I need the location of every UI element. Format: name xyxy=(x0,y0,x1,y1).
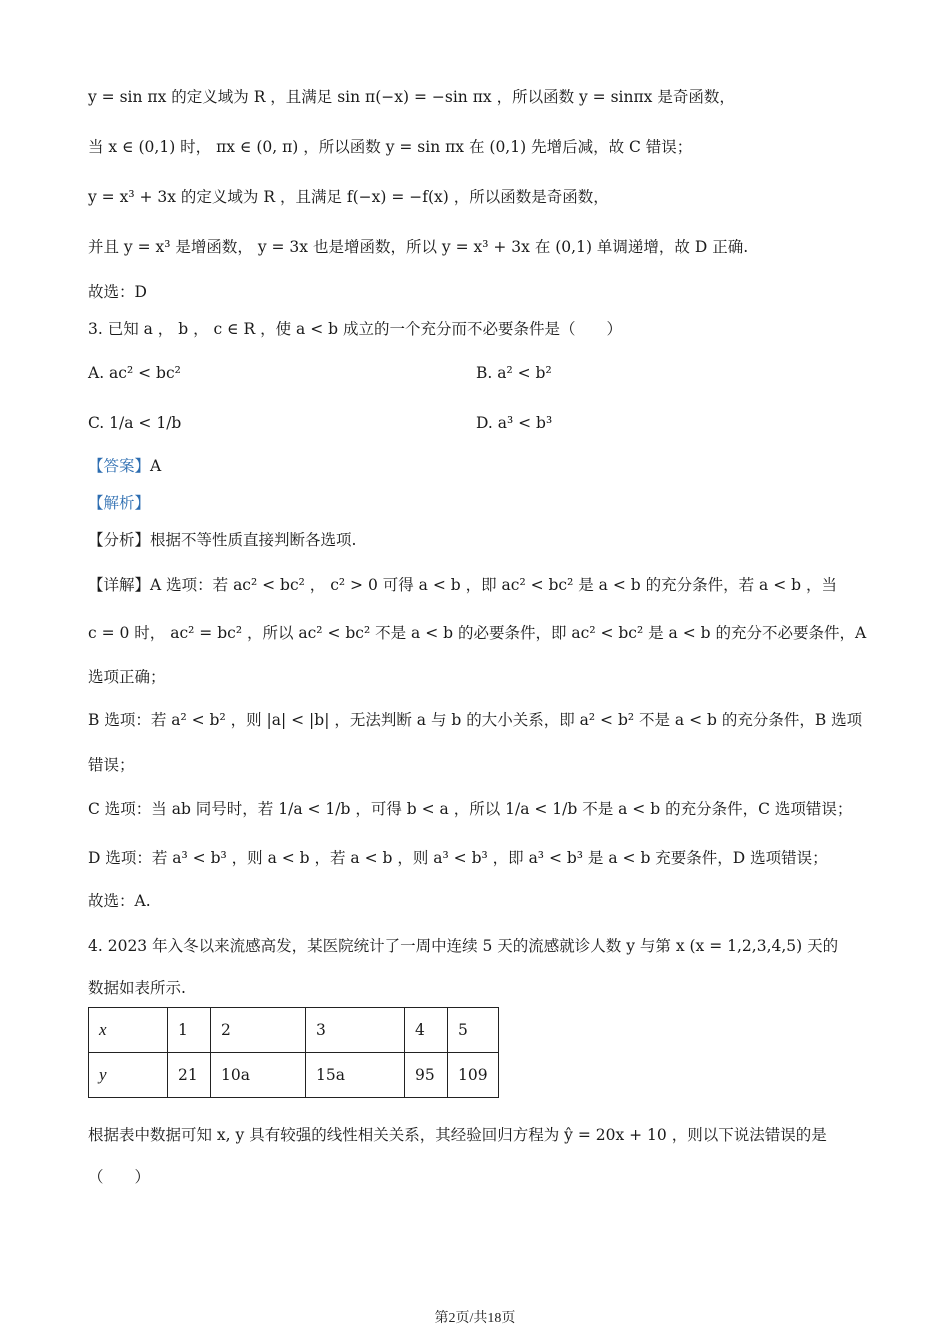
table-cell: 95 xyxy=(405,1053,448,1098)
question-4-stem-2: 数据如表所示. xyxy=(88,979,186,997)
table-cell: 2 xyxy=(211,1008,306,1053)
option-c: C. 1/a < 1/b xyxy=(88,414,182,432)
table-cell: 10a xyxy=(211,1053,306,1098)
detail-line-8: 故选：A. xyxy=(88,892,151,910)
table-cell: y xyxy=(89,1053,168,1098)
table-cell: 109 xyxy=(448,1053,499,1098)
detail-line-6: C 选项：当 ab 同号时，若 1/a < 1/b ，可得 b < a ，所以 1/a < 1/b 不是 a < b 的充分条件，C 选项错误； xyxy=(88,800,853,818)
fenxi-tag: 【分析】 xyxy=(88,531,151,549)
table-cell: x xyxy=(89,1008,168,1053)
table-row xyxy=(89,1053,499,1098)
page-footer: 第2页/共18页 xyxy=(434,1311,516,1326)
answer-tag: 【答案】 xyxy=(88,457,151,475)
data-table xyxy=(88,1007,499,1098)
detail-text-1: A 选项：若 ac² < bc² ， c² > 0 可得 a < b ，即 ac² < bc² 是 a < b 的充分条件，若 a < b ，当 xyxy=(150,576,837,594)
table-cell: 1 xyxy=(168,1008,211,1053)
text-line-5: 故选：D xyxy=(88,283,147,301)
text-line-2: 当 x ∈ (0,1) 时， πx ∈ (0, π) ，所以函数 y = sin πx 在 (0,1) 先增后减，故 C 错误； xyxy=(88,138,693,156)
detail-tag: 【详解】 xyxy=(88,576,151,594)
table-cell: 5 xyxy=(448,1008,499,1053)
question-4-stem-3: 根据表中数据可知 x, y 具有较强的线性相关关系，其经验回归方程为 ŷ = 20x + 10 ，则以下说法错误的是 xyxy=(88,1126,827,1144)
analysis-tag: 【解析】 xyxy=(88,494,151,512)
table-cell: 3 xyxy=(306,1008,405,1053)
option-a: A. ac² < bc² xyxy=(88,364,181,382)
text-line-3: y = x³ + 3x 的定义域为 R ，且满足 f(−x) = −f(x) ，所以函数是奇函数， xyxy=(88,188,609,206)
table-row xyxy=(89,1008,499,1053)
question-3-stem: 3. 已知 a ， b ， c ∈ R ，使 a < b 成立的一个充分而不必要条件是（ ） xyxy=(88,320,622,338)
detail-line-2: c = 0 时， ac² = bc² ，所以 ac² < bc² 不是 a < b 的必要条件，即 ac² < bc² 是 a < b 的充分不必要条件，A xyxy=(88,624,867,642)
analysis-heading xyxy=(88,492,890,514)
question-4-stem-4: （ ） xyxy=(88,1168,151,1186)
detail-line-1 xyxy=(88,574,890,596)
detail-line-7: D 选项：若 a³ < b³ ，则 a < b ，若 a < b ，则 a³ < b³ ，即 a³ < b³ 是 a < b 充要条件，D 选项错误； xyxy=(88,849,828,867)
answer-line xyxy=(88,455,890,477)
detail-line-5: 错误； xyxy=(88,756,135,774)
option-b: B. a² < b² xyxy=(476,364,552,382)
fenxi-text: 根据不等性质直接判断各选项. xyxy=(150,531,357,549)
detail-line-4: B 选项：若 a² < b² ，则 |a| < |b| ，无法判断 a 与 b 的大小关系，即 a² < b² 不是 a < b 的充分条件，B 选项 xyxy=(88,711,863,729)
table-cell: 4 xyxy=(405,1008,448,1053)
table-cell: 15a xyxy=(306,1053,405,1098)
text-line-4: 并且 y = x³ 是增函数， y = 3x 也是增函数，所以 y = x³ + 3x 在 (0,1) 单调递增，故 D 正确. xyxy=(88,238,749,256)
fenxi-line xyxy=(88,529,890,551)
option-d: D. a³ < b³ xyxy=(476,414,553,432)
answer-value: A xyxy=(150,457,162,475)
text-line-1: y = sin πx 的定义域为 R ，且满足 sin π(−x) = −sin πx ，所以函数 y = sinπx 是奇函数， xyxy=(88,88,735,106)
question-4-stem-1: 4. 2023 年入冬以来流感高发，某医院统计了一周中连续 5 天的流感就诊人数 y 与第 x (x = 1,2,3,4,5) 天的 xyxy=(88,937,839,955)
table-cell: 21 xyxy=(168,1053,211,1098)
detail-line-3: 选项正确； xyxy=(88,668,166,686)
